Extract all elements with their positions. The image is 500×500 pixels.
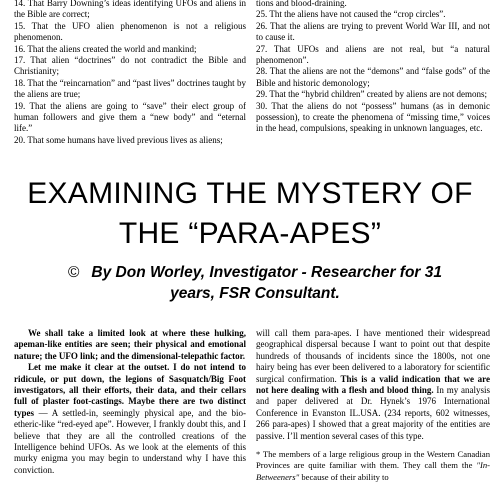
list-item: 26. That the aliens are trying to prevent World War III, and not to cause it.	[256, 20, 490, 43]
list-item: 17. That alien “doctrines” do not contradict the Bible and Christianity;	[14, 55, 246, 77]
list-item: 28. That the aliens are not the “demons” and “false gods” of the Bible and historic demonology;	[256, 66, 490, 88]
body-paragraph	[256, 328, 490, 442]
body-paragraph: We shall take a limited look at where these hulking, apeman-like entities are seen; their physical and emotional nature; the UFO link; and the dimensional-telepathic factor.	[14, 328, 246, 361]
list-item: 29. That the “hybrid children” created by aliens are not demons;	[256, 89, 488, 100]
byline	[20, 262, 490, 304]
footnote	[256, 449, 490, 483]
list-item: 18. That the “reincarnation” and “past lives” doctrines taught by the aliens are true;	[14, 77, 246, 100]
bold-text: Let me make it clear at the outset. I do not intend to ridicule, or put down, the legions of Sasquatch/Big Foot investigators, all their efforts, their data, and their cellars full of plaster foot-castings. Maybe there are two distinct types	[14, 362, 246, 418]
top-right-column	[256, 0, 490, 135]
bold-text: This is a valid indication that we are not here dealing with a flesh and blood thing.	[256, 373, 490, 396]
byline-line-1: By Don Worley, Investigator - Researcher for 31	[91, 264, 442, 281]
body-paragraph	[14, 362, 246, 476]
headline-line-1: EXAMINING THE MYSTERY OF	[27, 177, 473, 210]
body-right-column	[256, 328, 490, 483]
list-item: 15. That the UFO alien phenomenon is not a religious phenomenon.	[14, 20, 246, 43]
footnote-text: * The members of a large religious group in the Western Canadian Provinces are quite familiar with them. They call them the	[256, 449, 490, 471]
article-headline	[0, 174, 500, 254]
footnote-text: because of their ability to	[299, 471, 389, 482]
list-item: 20. That some humans have lived previous lives as aliens;	[14, 134, 223, 145]
top-left-column	[14, 0, 246, 146]
body-text: will call them para-apes. I have mentioned their widespread geographical dispersal because I want to point out that despite hundreds of thousands of incidents since the 1800s, not one hairy being has ever been delivered to a laboratory for scientific surgical confirmation.	[256, 328, 490, 384]
list-item: 14. That Barry Downing’s ideas identifying UFOs and aliens in the Bible are correct;	[14, 0, 246, 20]
list-item: 27. That UFOs and aliens are not real, but “a natural phenomenon”.	[256, 43, 490, 66]
list-item: tions and blood-draining.	[256, 0, 347, 8]
byline-line-2: years, FSR Consultant.	[170, 285, 340, 302]
body-text: In my analysis and paper delivered at Dr. Hynek’s 1976 International Conference in Evanston IL.USA. (234 reports, 602 witnesses, 266 para-apes) I showed that a great majority of the entities are passive. I’ll mention several cases of this type.	[256, 385, 490, 441]
footnote-italic: "In-Betweeners"	[256, 460, 490, 482]
list-item: 25. Tht the aliens have not caused the “crop circles”.	[256, 9, 446, 20]
body-left-column	[14, 328, 246, 476]
body-text: — A settled-in, seemingly physical ape, and the bio-etheric-like “red-eyed ape”. However, I frankly doubt this, and I believe that they are all the controlled creations of the Intelligence behind UFOs. As we look at the elements of this murky enigma you may begin to understand why I have this conviction.	[14, 407, 246, 475]
list-item: 16. That the aliens created the world and mankind;	[14, 43, 197, 54]
list-item: 19. That the aliens are going to “save” their elect group of human followers and give them a “new body” and “eternal life.”	[14, 100, 246, 134]
list-item: 30. That the aliens do not “possess” humans (as in demonic possession), to create the phenomena of “missing time,” voices in the head, compulsions, speaking in unknown languages, etc.	[256, 100, 490, 134]
copyright-symbol: ©	[67, 264, 80, 281]
headline-line-2: THE “PARA-APES”	[118, 217, 382, 250]
